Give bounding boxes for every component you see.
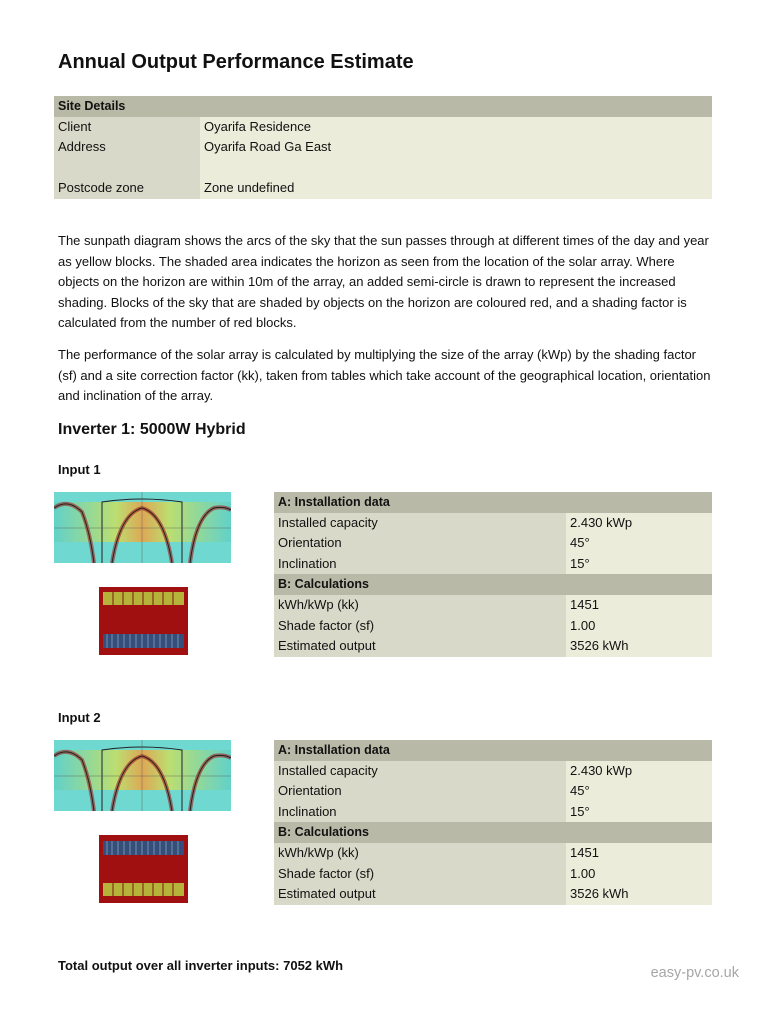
input-1-label: Input 1 bbox=[58, 462, 101, 477]
kk-label: kWh/kWp (kk) bbox=[274, 595, 566, 616]
site-details-table bbox=[54, 96, 712, 199]
shade-factor-label: Shade factor (sf) bbox=[274, 616, 566, 637]
address-line-2 bbox=[200, 158, 712, 179]
installed-capacity-value: 2.430 kWp bbox=[566, 513, 712, 534]
inclination-label: Inclination bbox=[274, 802, 566, 823]
postcode-value: Zone undefined bbox=[200, 178, 712, 199]
address-blank-label bbox=[54, 158, 200, 179]
kk-label: kWh/kWp (kk) bbox=[274, 843, 566, 864]
kk-value: 1451 bbox=[566, 843, 712, 864]
page-title: Annual Output Performance Estimate bbox=[58, 51, 414, 73]
orientation-value: 45° bbox=[566, 781, 712, 802]
shading-diagram-2 bbox=[99, 835, 188, 903]
calculations-header: B: Calculations bbox=[274, 574, 712, 595]
shade-factor-value: 1.00 bbox=[566, 616, 712, 637]
input-2-data-table bbox=[274, 740, 712, 905]
client-label: Client bbox=[54, 117, 200, 138]
shade-factor-label: Shade factor (sf) bbox=[274, 864, 566, 885]
postcode-label: Postcode zone bbox=[54, 178, 200, 199]
estimated-output-value: 3526 kWh bbox=[566, 884, 712, 905]
installation-data-header: A: Installation data bbox=[274, 740, 712, 761]
inclination-value: 15° bbox=[566, 554, 712, 575]
inclination-value: 15° bbox=[566, 802, 712, 823]
estimated-output-label: Estimated output bbox=[274, 636, 566, 657]
installed-capacity-label: Installed capacity bbox=[274, 761, 566, 782]
inclination-label: Inclination bbox=[274, 554, 566, 575]
shade-factor-value: 1.00 bbox=[566, 864, 712, 885]
address-label: Address bbox=[54, 137, 200, 158]
input-2-label: Input 2 bbox=[58, 710, 101, 725]
address-value: Oyarifa Road Ga East bbox=[200, 137, 712, 158]
estimated-output-label: Estimated output bbox=[274, 884, 566, 905]
input-1-data-table bbox=[274, 492, 712, 657]
installation-data-header: A: Installation data bbox=[274, 492, 712, 513]
performance-description: The performance of the solar array is calculated by multiplying the size of the array (kWp) by the shading factor (sf) and a site correction factor (kk), taken from tables which take account of the geographical location, orientation and inclination of the array. bbox=[58, 347, 711, 403]
footer-brand: easy-pv.co.uk bbox=[650, 965, 739, 981]
orientation-label: Orientation bbox=[274, 781, 566, 802]
sunpath-diagram-2 bbox=[54, 740, 231, 811]
calculations-header: B: Calculations bbox=[274, 822, 712, 843]
installed-capacity-label: Installed capacity bbox=[274, 513, 566, 534]
kk-value: 1451 bbox=[566, 595, 712, 616]
client-value: Oyarifa Residence bbox=[200, 117, 712, 138]
inverter-title: Inverter 1: 5000W Hybrid bbox=[58, 421, 246, 438]
installed-capacity-value: 2.430 kWp bbox=[566, 761, 712, 782]
sunpath-description: The sunpath diagram shows the arcs of the sky that the sun passes through at different times of the day and year as yellow blocks. The shaded area indicates the horizon as seen from the location of the solar array. Where objects on the horizon are within 10m of the array, an added semi-circle is drawn to represent the increased shading. Blocks of the sky that are shaded by objects on the horizon are coloured red, and a shading factor is calculated from the number of red blocks. bbox=[58, 233, 709, 330]
site-details-header: Site Details bbox=[54, 96, 712, 117]
orientation-value: 45° bbox=[566, 533, 712, 554]
orientation-label: Orientation bbox=[274, 533, 566, 554]
shading-diagram-1 bbox=[99, 587, 188, 655]
sunpath-diagram-1 bbox=[54, 492, 231, 563]
total-output: Total output over all inverter inputs: 7052 kWh bbox=[58, 958, 344, 973]
estimated-output-value: 3526 kWh bbox=[566, 636, 712, 657]
